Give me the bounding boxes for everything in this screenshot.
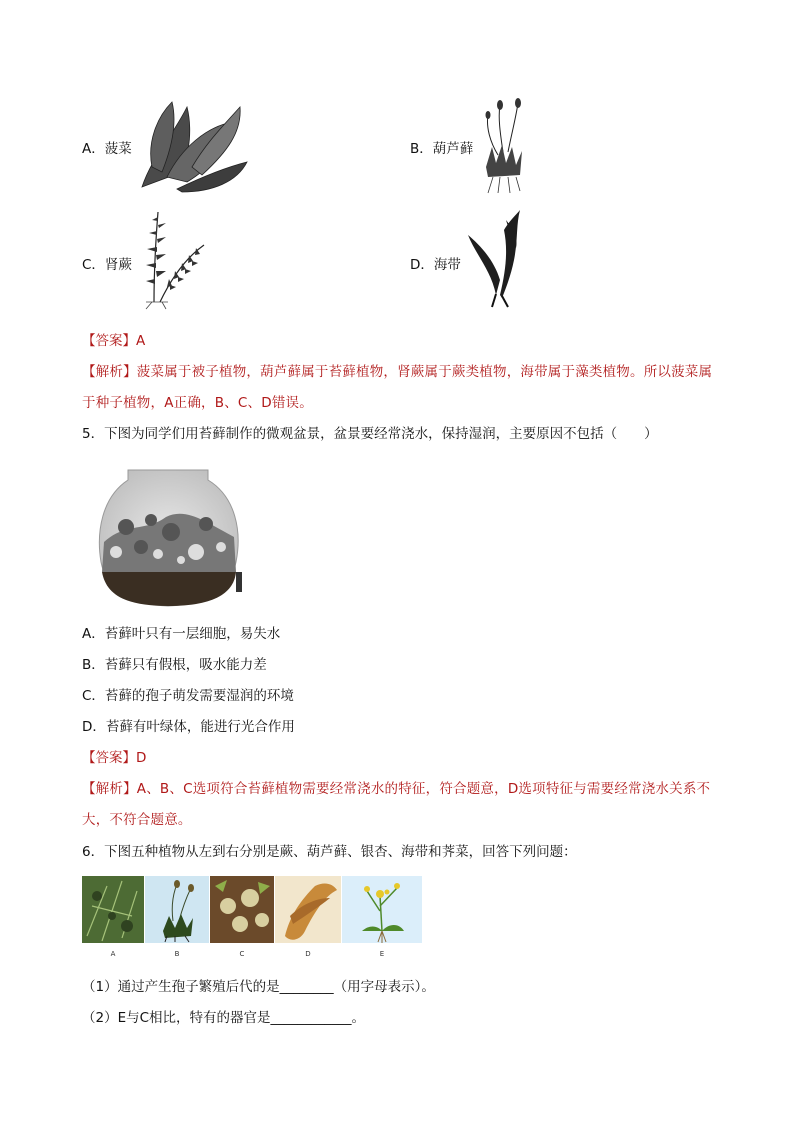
photo-a-fern: [82, 876, 144, 943]
q5-option-d: D．苔藓有叶绿体，能进行光合作用: [82, 719, 295, 735]
photo-c-ginkgo: [210, 876, 274, 943]
q5-stem: 5．下图为同学们用苔藓制作的微观盆景，盆景要经常浇水，保持湿润，主要原因不包括（ ）: [82, 426, 658, 442]
q5-analysis: [82, 774, 722, 836]
photo-label-b: B: [174, 950, 180, 958]
fern-image: [132, 207, 210, 310]
q5-option-a: A．苔藓叶只有一层细胞，易失水: [82, 626, 281, 642]
option-d-label: D．海带: [410, 257, 461, 273]
q5-answer: 【答案】D: [82, 750, 147, 766]
q6-sub1: （1）通过产生孢子繁殖后代的是________（用字母表示）。: [82, 979, 435, 995]
photo-label-c: C: [239, 950, 245, 958]
q4-analysis: [82, 357, 722, 419]
q4-answer: 【答案】A: [82, 333, 146, 349]
photo-label-d: D: [305, 950, 311, 958]
photo-e-shepherds-purse: [342, 876, 422, 943]
option-b-label: B．葫芦藓: [410, 141, 474, 157]
moss-image: [478, 97, 528, 195]
kelp-image: [466, 210, 534, 310]
q5-option-b: B．苔藓只有假根，吸水能力差: [82, 657, 267, 673]
q6-stem: 6．下图五种植物从左到右分别是蕨、葫芦藓、银杏、海带和荠菜，回答下列问题：: [82, 844, 577, 860]
option-c-label: C．肾蕨: [82, 257, 132, 273]
photo-label-a: A: [110, 950, 116, 958]
photo-label-e: E: [379, 950, 385, 958]
photo-d-kelp: [275, 876, 341, 943]
photo-b-moss: [145, 876, 209, 943]
spinach-image: [132, 97, 250, 195]
q5-analysis-text: 【解析】A、B、C选项符合苔藓植物需要经常浇水的特征，符合题意，D选项特征与需要经常浇水关系不大，不符合题意。: [82, 781, 711, 828]
q4-analysis-text: 【解析】菠菜属于被子植物，葫芦藓属于苔藓植物，肾蕨属于蕨类植物，海带属于藻类植物。所以菠菜属于种子植物，A正确，B、C、D错误。: [82, 364, 713, 411]
q6-sub2: （2）E与C相比，特有的器官是____________。: [82, 1010, 366, 1026]
moss-terrarium-image: [96, 462, 242, 610]
option-a-label: A．菠菜: [82, 141, 132, 157]
q5-option-c: C．苔藓的孢子萌发需要湿润的环境: [82, 688, 294, 704]
